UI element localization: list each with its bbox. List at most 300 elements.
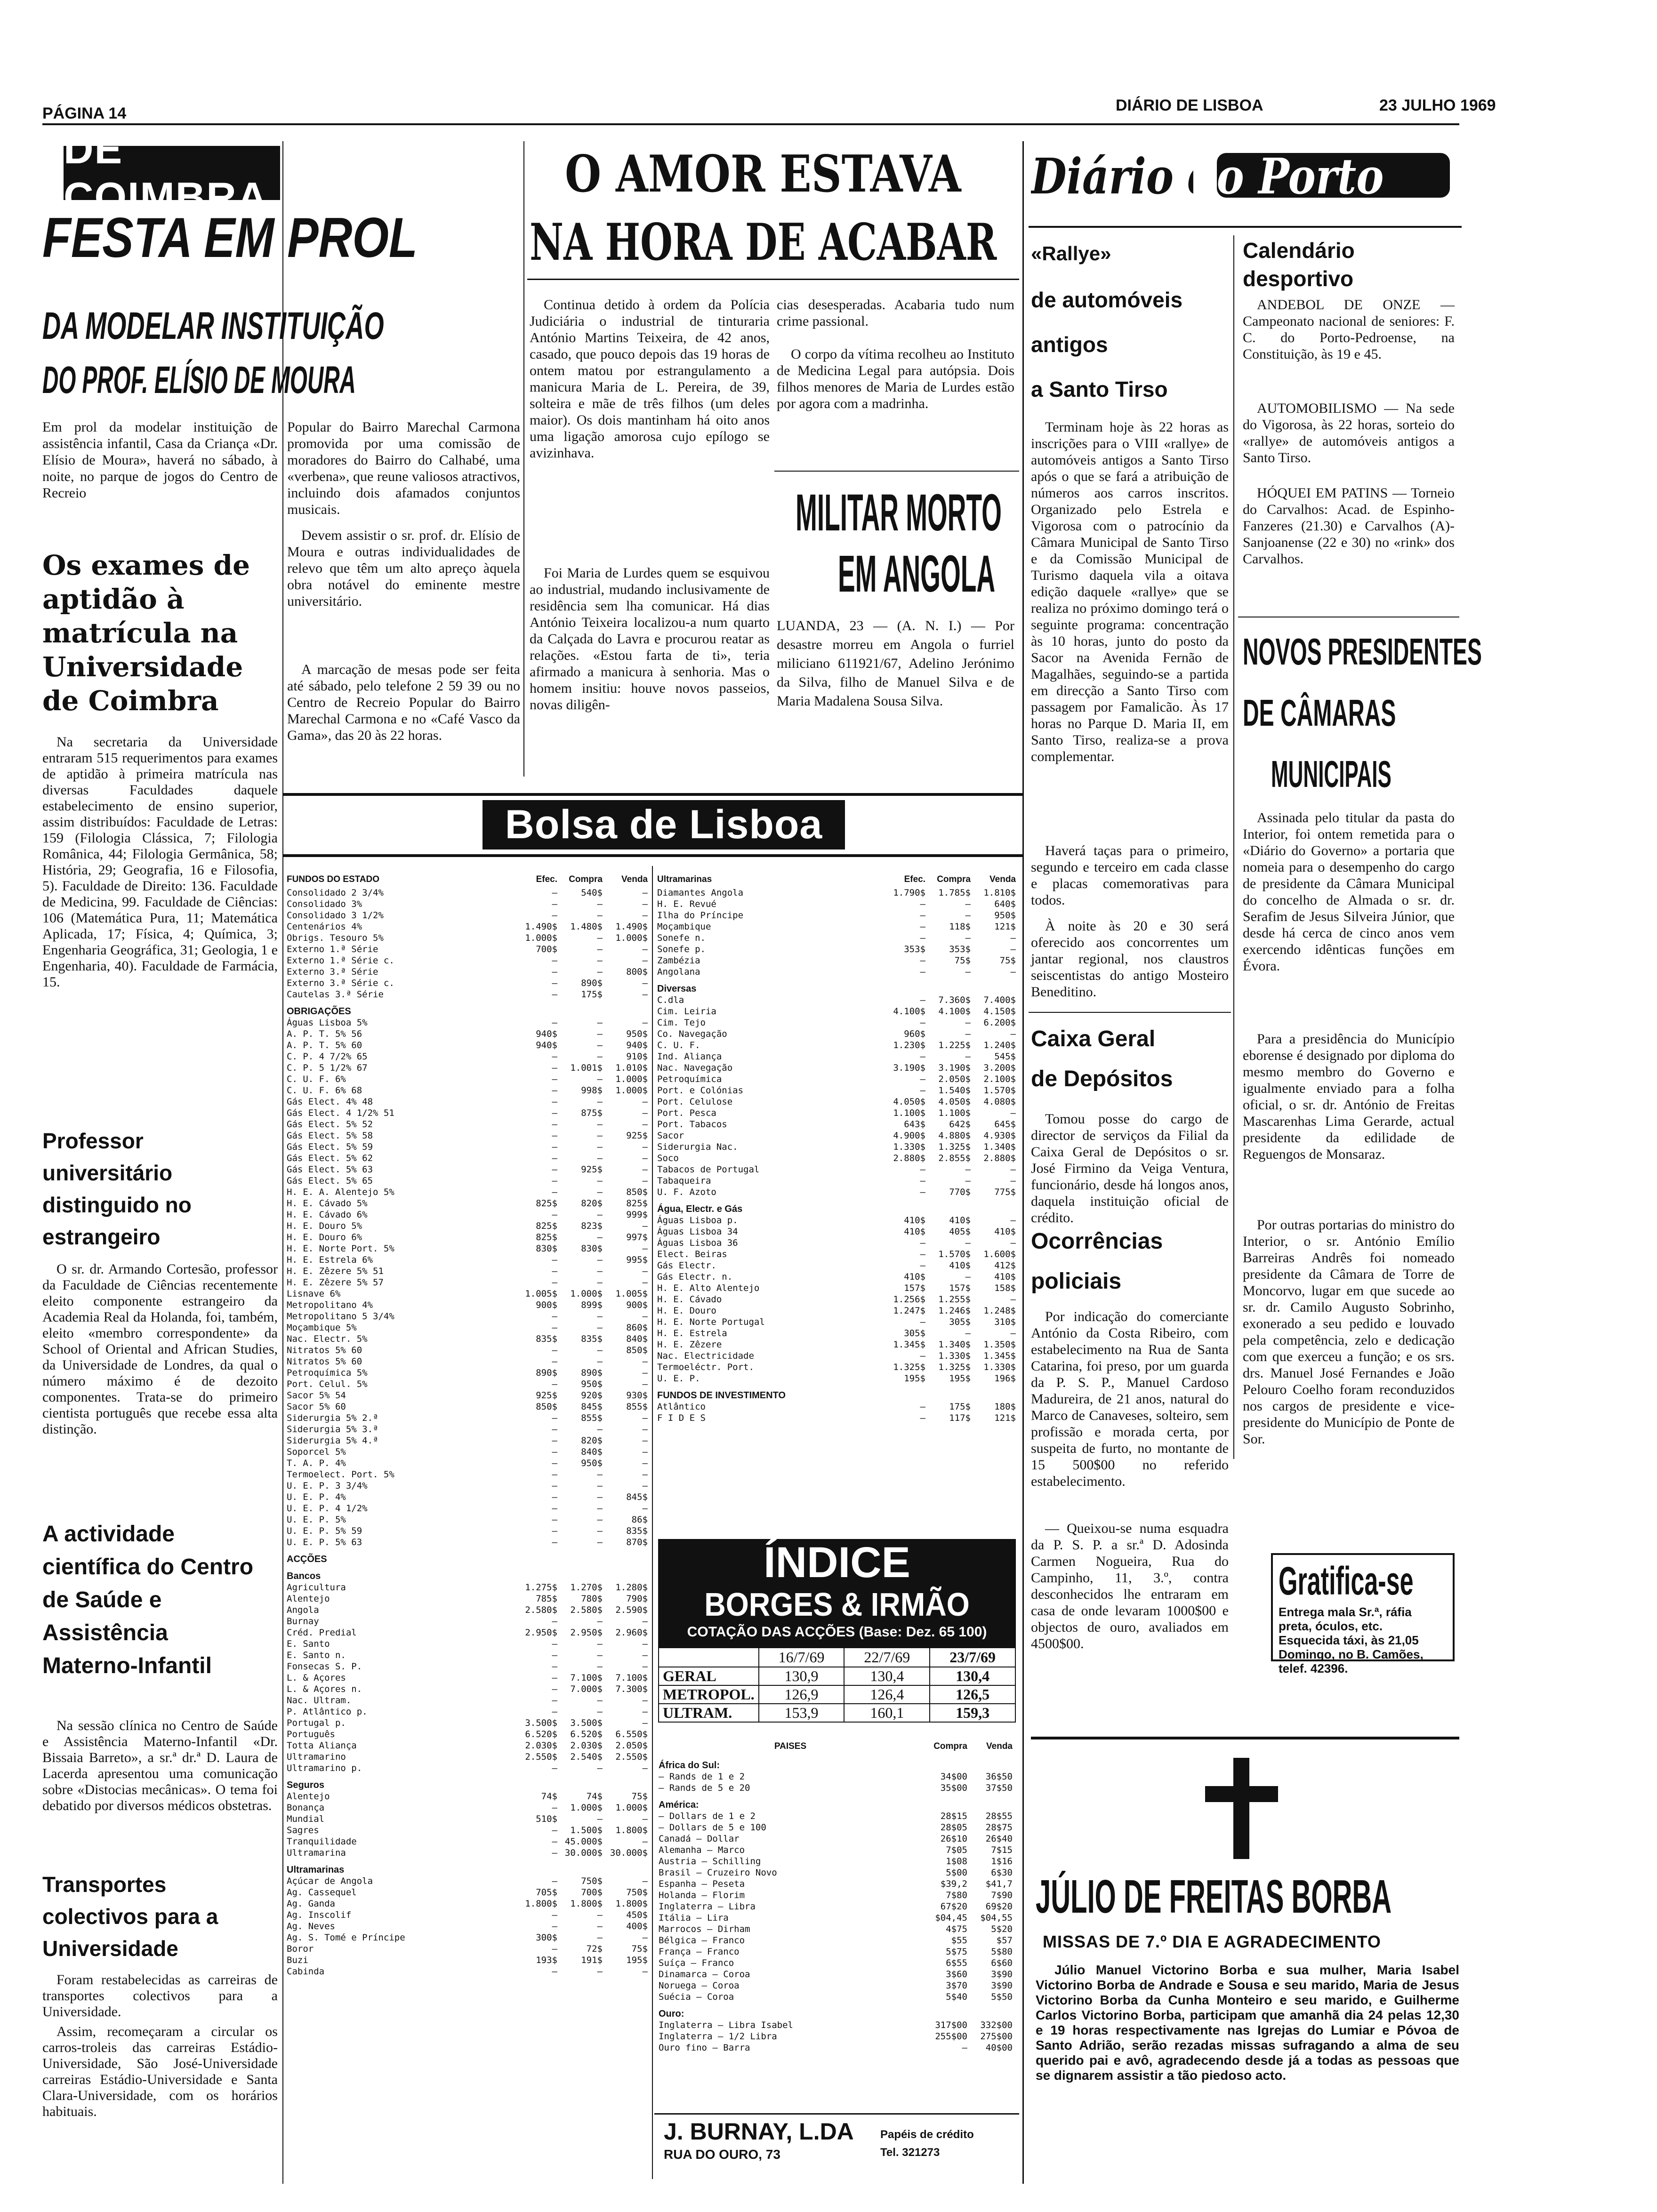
efec-value: — (552, 967, 557, 977)
bolsa-title: Bolsa de Lisboa (505, 802, 823, 847)
venda-value: 1.000$ (615, 1074, 648, 1084)
venda-value: — (642, 1266, 648, 1276)
security-name: Port. e Colónias (657, 1085, 744, 1096)
coimbra-p2: Popular do Bairro Marechal Carmona promovida por uma comissão de moradores do Bairro do Calhabé, uma «verbena», que reune valiosos atractivos, incluindo dois afamados conjuntos musicais. (287, 419, 520, 517)
venda-value: 412$ (994, 1260, 1016, 1271)
burnay-address: RUA DO OURO, 73 (664, 2147, 780, 2162)
bolsa-row (285, 1848, 650, 1859)
security-name: H. E. Estrela (657, 1328, 727, 1338)
venda-value: 825$ (626, 1198, 648, 1209)
compra-value: 157$ (949, 1283, 971, 1293)
security-name: Espanha — Peseta (659, 1879, 745, 1889)
bolsa-row (285, 1921, 650, 1932)
bolsa-row (285, 1435, 650, 1447)
bolsa-section-row (655, 1198, 1018, 1215)
compra-value: 4.880$ (938, 1130, 971, 1141)
security-name: E. Santo n. (287, 1650, 346, 1660)
compra-value: 1.246$ (938, 1306, 971, 1316)
security-name: Holanda — Florim (659, 1890, 745, 1900)
pres-text-1: Assinada pelo titular da pasta do Interior, foi ontem remetida para o «Diário do Governo» a portaria que nomeia para o desempenho do cargo de presidente da Câmara Municipal do concelho de Almada o sr. dr. Serafim de Jesus Silveira Júnior, que desde há cerca de cinco anos vem exercendo idênticas funções em Évora. (1243, 810, 1455, 974)
bolsa-row (655, 944, 1018, 955)
compra-value: — (965, 967, 971, 977)
security-name: Noruega — Coroa (659, 1980, 740, 1991)
security-name: Ilha do Príncipe (657, 910, 744, 921)
venda-value: 995$ (626, 1255, 648, 1265)
compra-value: — (965, 1029, 971, 1039)
venda-value: — (1010, 1328, 1016, 1338)
security-name: Tranquilidade (287, 1836, 357, 1847)
indice-label: GERAL (659, 1667, 759, 1685)
compra-value: — (597, 1639, 603, 1649)
security-name: Agricultura (287, 1582, 346, 1593)
venda-value: 1.330$ (983, 1362, 1016, 1372)
bolsa-section-row (285, 1565, 650, 1582)
compra-value: 75$ (954, 955, 971, 966)
efec-value: — (552, 1119, 557, 1130)
venda-value: — (1010, 1238, 1016, 1248)
bolsa-row (657, 1992, 1014, 2003)
compra-value: 74$ (586, 1791, 603, 1802)
efec-value: — (552, 1944, 557, 1954)
compra-value: — (597, 1515, 603, 1525)
compra-value: — (965, 899, 971, 909)
security-name: H. E. Zêzere 5% 51 (287, 1266, 384, 1276)
compra-value: 1.480$ (570, 922, 603, 932)
bolsa-row (285, 1791, 650, 1803)
venda-value: 4.080$ (983, 1097, 1016, 1107)
efec-header: Efec. (536, 874, 557, 884)
venda-value: — (642, 1695, 648, 1706)
cal-text-1: ANDEBOL DE ONZE — Campeonato nacional de seniores: F. C. do Porto-Pedroense, na Constituição, às 19 e 45. (1243, 297, 1455, 362)
compra-value: — (597, 1266, 603, 1276)
cross-icon-vertical (1233, 1758, 1249, 1859)
compra-value: — (597, 1910, 603, 1920)
bolsa-row (655, 1130, 1018, 1142)
bolsa-row (285, 1018, 650, 1029)
efec-value: — (552, 1803, 557, 1813)
compra-value: 1.325$ (938, 1142, 971, 1152)
section-label: África do Sul: (659, 1760, 720, 1771)
transportes-text-1: Foram restabelecidas as carreiras de transportes colectivos para a Universidade. (42, 1972, 278, 2020)
efec-value: 2.950$ (525, 1627, 557, 1638)
security-name: Fonsecas S. P. (287, 1661, 362, 1672)
venda-value: 4.930$ (983, 1130, 1016, 1141)
compra-value: 195$ (949, 1373, 971, 1384)
bolsa-row (285, 1673, 650, 1684)
compra-value: — (597, 1932, 603, 1943)
venda-value: — (1010, 933, 1016, 943)
indice-value: 159,3 (930, 1704, 1015, 1722)
efec-value: 5$75 (946, 1947, 967, 1957)
bolsa-row (285, 1910, 650, 1921)
bolsa-row (655, 1272, 1018, 1283)
compra-value: — (597, 1695, 603, 1706)
efec-value: 1.325$ (893, 1362, 925, 1372)
bolsa-row (285, 1966, 650, 1978)
bolsa-row (285, 1356, 650, 1368)
venda-value: — (642, 1018, 648, 1028)
efec-value: 4.100$ (893, 1006, 925, 1017)
compra-value: 175$ (949, 1402, 971, 1412)
bolsa-header-row (285, 874, 650, 888)
bolsa-row (655, 967, 1018, 978)
amor-col1: Continua detido à ordem da Polícia Judiciária o industrial de tinturaria António Martins Teixeira, de 42 anos, casado, que pouco depois das 19 horas de ontem matou por estrangulamento a manicura Maria de L. Pereira, de 39, solteira e mãe de três filhos (um deles maior). Os dois mantinham há oito anos uma ligação amorosa cujo epílogo se avizinhava. (530, 297, 770, 461)
security-name: Externo 3.ª Série c. (287, 978, 394, 988)
bolsa-row (285, 1955, 650, 1966)
security-name: Port. Celulose (657, 1097, 733, 1107)
security-name: Alentejo (287, 1594, 330, 1604)
compra-value: — (597, 1051, 603, 1062)
amor-title-rule (527, 279, 1019, 280)
venda-value: — (642, 1876, 648, 1886)
caixa-rule (1029, 1012, 1231, 1013)
bolsa-row (655, 955, 1018, 967)
security-name: Gás Elect. 5% 52 (287, 1119, 373, 1130)
indice-body (659, 1667, 1015, 1722)
compra-value: — (597, 910, 603, 921)
venda-value: 1.000$ (615, 933, 648, 943)
venda-value: — (1010, 1029, 1016, 1039)
efec-value: 850$ (536, 1402, 557, 1412)
burnay-rule (654, 2113, 1019, 2115)
bolsa-row (285, 1334, 650, 1345)
compra-value: — (597, 955, 603, 966)
security-name: Marrocos — Dirham (659, 1924, 750, 1934)
efec-value: — (552, 1526, 557, 1536)
venda-value: 75$ (631, 1791, 648, 1802)
venda-value: 196$ (994, 1373, 1016, 1384)
efec-value: — (552, 1515, 557, 1525)
bolsa-row (285, 1221, 650, 1232)
security-name: Ultramarino p. (287, 1763, 362, 1773)
efec-value: 317$00 (935, 2020, 967, 2030)
compra-value: — (597, 1232, 603, 1242)
bolsa-row (285, 1605, 650, 1616)
efec-value: $55 (951, 1935, 967, 1946)
bolsa-row (657, 1947, 1014, 1958)
security-name: Buzi (287, 1955, 308, 1965)
bolsa-row (655, 1317, 1018, 1328)
security-name: Canadá — Dollar (659, 1834, 740, 1844)
compra-value: 780$ (581, 1594, 603, 1604)
burnay-right-2: Tel. 321273 (880, 2146, 940, 2159)
bolsa-row (285, 1932, 650, 1944)
burnay-right-1: Papéis de crédito (880, 2128, 974, 2141)
bolsa-section-row (655, 1385, 1018, 1402)
bolsa-row (657, 2020, 1014, 2031)
venda-value: — (642, 1153, 648, 1163)
efec-value: — (552, 989, 557, 1000)
porto-masthead-text: Diário do Porto (1031, 147, 1384, 205)
compra-value: 5$20 (991, 1924, 1013, 1934)
coimbra-title-2: DA MODELAR INSTITUIÇÃO (42, 305, 384, 347)
efec-value: — (962, 2043, 967, 2053)
bolsa-header-row (655, 874, 1018, 888)
venda-value: 999$ (626, 1210, 648, 1220)
efec-value: — (920, 1187, 925, 1197)
venda-value: 930$ (626, 1390, 648, 1401)
ocorr-title-1: Ocorrências (1031, 1229, 1163, 1254)
security-name: Sonefe n. (657, 933, 706, 943)
compra-value: 191$ (581, 1955, 603, 1965)
efec-value: — (552, 1825, 557, 1835)
efec-value: — (552, 1063, 557, 1073)
venda-value: — (642, 1718, 648, 1728)
efec-value: 700$ (536, 944, 557, 954)
bolsa-row (285, 1627, 650, 1639)
security-name: Açúcar de Angola (287, 1876, 373, 1886)
security-name: Tabaqueira (657, 1176, 711, 1186)
efec-value: 410$ (904, 1226, 925, 1237)
efec-value: — (552, 1921, 557, 1931)
bolsa-section-row (657, 1755, 1014, 1771)
column-rule (1022, 141, 1024, 2184)
security-name: U. E. P. 5% (287, 1515, 346, 1525)
venda-value: — (642, 1458, 648, 1468)
section-label: FUNDOS DE INVESTIMENTO (657, 1390, 786, 1401)
security-name: Moçambique (657, 922, 711, 932)
bolsa-row (657, 1901, 1014, 1913)
bolsa-row (655, 1153, 1018, 1164)
venda-value: 2.960$ (615, 1627, 648, 1638)
bolsa-row (285, 1266, 650, 1277)
compra-value: 26$40 (985, 1834, 1013, 1844)
compra-value: — (965, 910, 971, 921)
compra-value: $04,55 (980, 1913, 1013, 1923)
compra-value: — (597, 1492, 603, 1502)
bolsa-row (285, 1458, 650, 1469)
security-name: Diamantes Angola (657, 888, 744, 898)
efec-value: 940$ (536, 1029, 557, 1039)
efec-value: 26$10 (940, 1834, 967, 1844)
bolsa-row (285, 910, 650, 922)
compra-value: 823$ (581, 1221, 603, 1231)
efec-value: 940$ (536, 1040, 557, 1050)
exames-title: Os exames de aptidão à matrícula na Universidade de Coimbra (42, 549, 250, 717)
bolsa-row (655, 1085, 1018, 1097)
efec-header: Efec. (904, 874, 925, 884)
security-name: Metropolitano 5 3/4% (287, 1311, 394, 1322)
efec-value: 2.550$ (525, 1752, 557, 1762)
efec-value: 1$08 (946, 1856, 967, 1867)
bolsa-row (285, 1481, 650, 1492)
bolsa-row (655, 1249, 1018, 1260)
efec-value: 195$ (904, 1373, 925, 1384)
bolsa-section-row (285, 1859, 650, 1876)
efec-value: 1.490$ (525, 922, 557, 932)
bolsa-row (657, 1879, 1014, 1890)
transportes-text-2: Assim, recomeçaram a circular os carros-troleis das carreiras Estádio-Universidade, São José-Universidade carreiras Estádio-Universidade e Santa Clara-Universidade, com os horários habituais. (42, 2024, 278, 2119)
bolsa-row (285, 922, 650, 933)
efec-value: — (552, 1836, 557, 1847)
efec-value: 5$40 (946, 1992, 967, 2002)
efec-value: — (920, 1402, 925, 1412)
bolsa-right-body (655, 888, 1018, 1424)
efec-value: — (552, 1085, 557, 1096)
compra-value: 840$ (581, 1447, 603, 1457)
security-name: C. U. F. 6% 68 (287, 1085, 362, 1096)
bolsa-row (655, 1260, 1018, 1272)
centro-title: A actividade científica do Centro de Saúde e Assistência Materno-Infantil (42, 1522, 254, 1678)
compra-value: — (597, 1707, 603, 1717)
security-name: Águas Lisboa 36 (657, 1238, 738, 1248)
compra-value: 820$ (581, 1435, 603, 1446)
efec-value: 705$ (536, 1887, 557, 1898)
venda-value: 121$ (994, 922, 1016, 932)
compra-value: 72$ (586, 1944, 603, 1954)
efec-value: — (552, 1153, 557, 1163)
efec-value: 410$ (904, 1215, 925, 1226)
page-number: PÁGINA 14 (42, 104, 127, 122)
compra-value: 1.100$ (938, 1108, 971, 1118)
efec-value: 1.790$ (893, 888, 925, 898)
indice-value: 130,4 (844, 1667, 930, 1685)
compra-value: 4.050$ (938, 1097, 971, 1107)
efec-value: — (920, 967, 925, 977)
bolsa-row (655, 1018, 1018, 1029)
militar-title-1: MILITAR MORTO (796, 484, 1002, 542)
bolsa-row (285, 967, 650, 978)
bolsa-row (285, 1944, 650, 1955)
efec-value: — (552, 955, 557, 966)
coimbra-title-3: DO PROF. ELÍSIO DE MOURA (42, 359, 356, 401)
section-label: OBRIGAÇÕES (287, 1006, 351, 1017)
coimbra-p3: Devem assistir o sr. prof. dr. Elísio de Moura e outras individualidades de relevo que têm um alto apreço àquela obra notável do eminente mestre universitário. (287, 528, 520, 609)
indice-value: 126,9 (759, 1685, 845, 1704)
efec-value: — (920, 1176, 925, 1186)
compra-value: 7.360$ (938, 995, 971, 1005)
efec-value: — (920, 1051, 925, 1062)
efec-value: — (552, 1458, 557, 1468)
security-name: Ultramarina (287, 1848, 346, 1858)
compra-value: — (965, 1328, 971, 1338)
venda-value: — (642, 1763, 648, 1773)
compra-value: — (597, 1210, 603, 1220)
compra-value: 353$ (949, 944, 971, 954)
coimbra-banner (64, 125, 280, 220)
venda-value: 2.880$ (983, 1153, 1016, 1163)
paper-name: DIÁRIO DE LISBOA (1116, 96, 1263, 114)
venda-value: 850$ (626, 1345, 648, 1355)
efec-value: — (552, 1650, 557, 1660)
efec-value: — (920, 933, 925, 943)
bolsa-row (285, 1825, 650, 1836)
efec-value: 2.580$ (525, 1605, 557, 1615)
venda-value: 1.240$ (983, 1040, 1016, 1050)
fundos-label: FUNDOS DO ESTADO (287, 874, 380, 884)
venda-header: Venda (621, 874, 648, 884)
efec-value: — (552, 1447, 557, 1457)
security-name: Dinamarca — Coroa (659, 1969, 750, 1980)
venda-value: — (642, 955, 648, 966)
venda-value: — (642, 1639, 648, 1649)
section-label: Bancos (287, 1571, 321, 1581)
compra-value: 2.855$ (938, 1153, 971, 1163)
compra-value: $41,7 (985, 1879, 1013, 1889)
security-name: L. & Açores (287, 1673, 346, 1683)
bolsa-row (655, 995, 1018, 1006)
bolsa-row (285, 1051, 650, 1063)
cal-text-2: AUTOMOBILISMO — Na sede do Vigorosa, às 22 horas, sorteio do «rallye» de automóveis antigos a Santo Tirso. (1243, 401, 1455, 465)
venda-value: 850$ (626, 1187, 648, 1197)
paises-header: PAISES (774, 1741, 807, 1751)
security-name: H. E. A. Alentejo 5% (287, 1187, 394, 1197)
venda-value: — (642, 1108, 648, 1118)
bolsa-row (285, 1119, 650, 1130)
security-name: E. Santo (287, 1639, 330, 1649)
security-name: Siderurgia 5% 4.ª (287, 1435, 378, 1446)
security-name: Gás Elect. 5% 65 (287, 1176, 373, 1186)
security-name: Bonança (287, 1803, 325, 1813)
efec-value: — (552, 1695, 557, 1706)
section-label: Seguros (287, 1780, 325, 1790)
compra-value: — (597, 1018, 603, 1028)
bolsa-section-row (657, 2003, 1014, 2020)
venda-value: 2.590$ (615, 1605, 648, 1615)
security-name: Ag. Neves (287, 1921, 335, 1931)
cal-title-1: Calendário (1243, 238, 1355, 263)
efec-value: $04,45 (935, 1913, 967, 1923)
efec-value: 785$ (536, 1594, 557, 1604)
venda-value: 158$ (994, 1283, 1016, 1293)
venda-value: — (642, 1119, 648, 1130)
venda-value: — (1010, 967, 1016, 977)
venda-value: — (642, 978, 648, 988)
venda-value: 545$ (994, 1051, 1016, 1062)
gratifica-title: Gratifica-se (1279, 1559, 1414, 1603)
compra-value: 770$ (949, 1187, 971, 1197)
efec-value: — (920, 995, 925, 1005)
security-name: Co. Navegação (657, 1029, 727, 1039)
efec-value: — (920, 1249, 925, 1259)
security-name: C.dla (657, 995, 684, 1005)
security-name: H. E. Zêzere 5% 57 (287, 1277, 384, 1288)
compra-value: — (597, 1616, 603, 1627)
bolsa-row (285, 1029, 650, 1040)
bolsa-row (285, 1515, 650, 1526)
compra-value: — (597, 1814, 603, 1824)
compra-value: — (597, 1921, 603, 1931)
bolsa-row (285, 1876, 650, 1887)
security-name: Ag. Inscolif (287, 1910, 352, 1920)
compra-value: 835$ (581, 1334, 603, 1344)
security-name: Alentejo (287, 1791, 330, 1802)
security-name: H. E. Alto Alentejo (657, 1283, 760, 1293)
compra-value: 28$55 (985, 1811, 1013, 1821)
bolsa-row (655, 1040, 1018, 1051)
efec-value: 900$ (536, 1300, 557, 1310)
ocorr-text-2: — Queixou-se numa esquadra da P. S. P. a sr.ª D. Adosinda Carmen Nogueira, Rua do Campinho, 11, 3.º, contra desconhecidos lhe entraram em casa de onde levaram 1000$00 e objectos de ouro, avaliados em 4500$00. (1031, 1521, 1229, 1651)
obituary-rule (1031, 1737, 1459, 1739)
compra-value: 118$ (949, 922, 971, 932)
compra-value: 2.950$ (570, 1627, 603, 1638)
efec-value: 3.190$ (893, 1063, 925, 1073)
bolsa-row (655, 1142, 1018, 1153)
venda-value: — (642, 1469, 648, 1480)
venda-value: 75$ (631, 1944, 648, 1954)
efec-value: 1.100$ (893, 1108, 925, 1118)
bolsa-row (655, 888, 1018, 899)
venda-value: 121$ (994, 1413, 1016, 1423)
bolsa-row (285, 1402, 650, 1413)
efec-value: 510$ (536, 1814, 557, 1824)
efec-value: 305$ (904, 1328, 925, 1338)
compra-value: 410$ (949, 1215, 971, 1226)
efec-value: 1.800$ (525, 1899, 557, 1909)
compra-value: 6$60 (991, 1958, 1013, 1968)
compra-value: 4.100$ (938, 1006, 971, 1017)
compra-value: 1$16 (991, 1856, 1013, 1867)
